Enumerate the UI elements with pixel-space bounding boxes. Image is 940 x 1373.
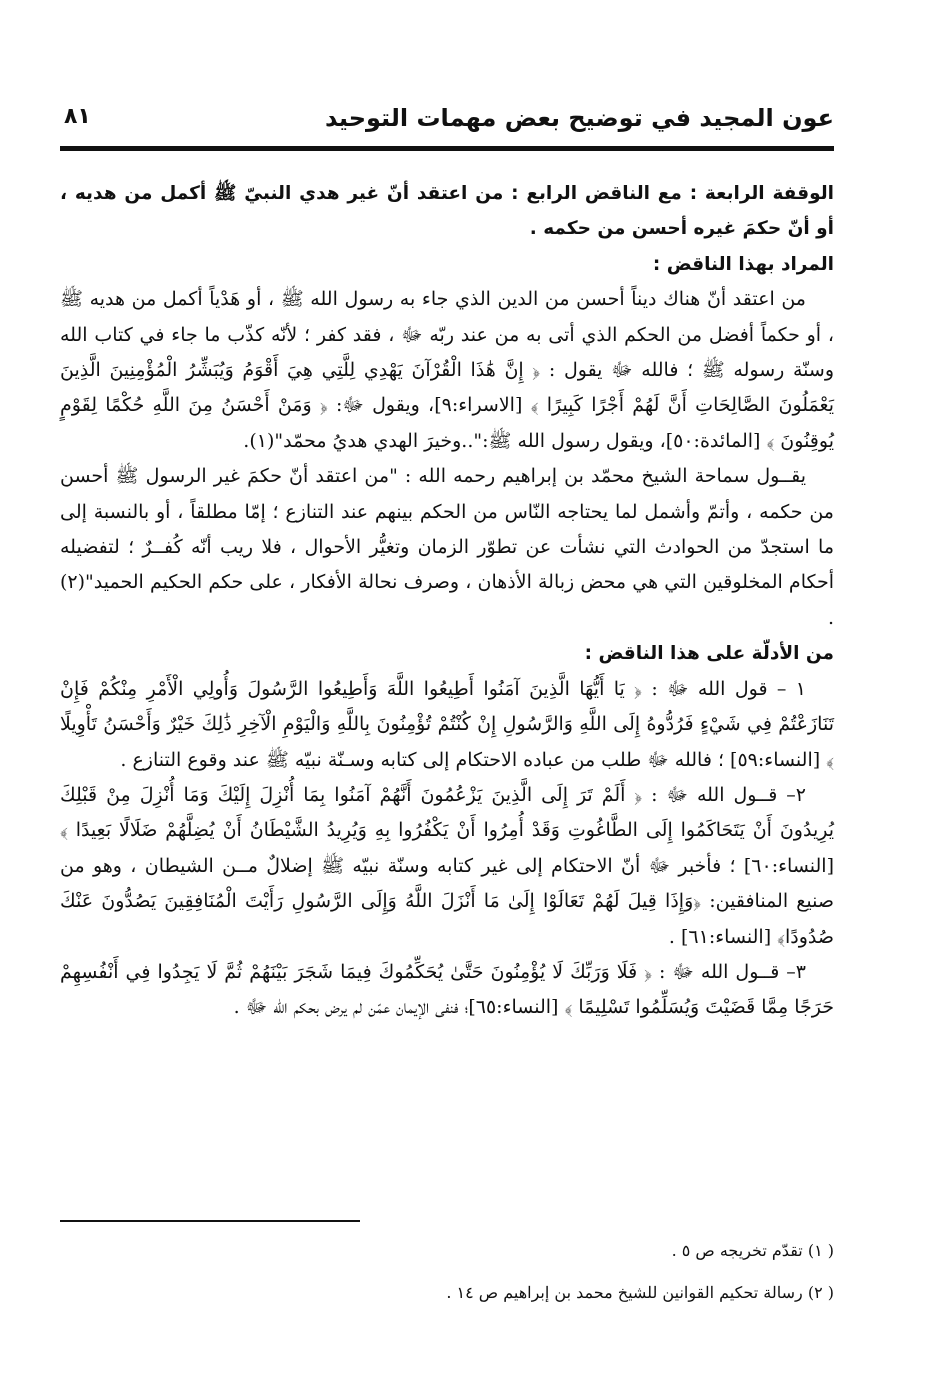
header-rule — [60, 146, 834, 151]
running-title: عون المجيد في توضيح بعض مهمات التوحيد — [325, 104, 834, 132]
evidence-item-3: ٣– قــول الله ﷻ : ﴿ فَلَا وَرَبِّكَ لَا يُؤْمِنُونَ حَتَّىٰ يُحَكِّمُوكَ فِيمَا شَجَرَ بَيْنَهُمْ ثُمَّ لَا يَجِدُوا فِي أَنْفُسِهِمْ حَرَجًا مِمَّا قَضَيْتَ وَيُسَلِّمُوا تَسْلِيمًا ﴾ [النساء:٦٥]؛ فنفى الإيمان عمّن لم يرض بحكم الله ﷻ . — [60, 960, 834, 1019]
paragraph-quote: يقــول سماحة الشيخ محمّد بن إبراهيم رحمه الله : "من اعتقد أنّ حكمَ غير الرسول ﷺ أحسن من حكمه ، وأتمّ وأشمل لما يحتاجه النّاس من الحكم بينهم عند التنازع ؛ إمّا مطلقاً ، أو بالنسبة إلى ما استجدّ من الحوادث التي نشأت عن تطوّر الزمان وتغيُّر الأحوال ، فلا ريب أنّه كُفــرٌ ؛ لتفضيله أحكام المخلوقين التي هي محض زبالة الأذهان ، وصرف نحالة الأفكار ، على حكم الحكيم الحميد"(٢) . — [60, 465, 834, 629]
subheading-evidence: من الأدلّة على هذا الناقض : — [584, 643, 834, 665]
page-header — [60, 98, 834, 138]
footnotes — [60, 1236, 834, 1320]
page-number: ٨١ — [64, 104, 91, 129]
main-text — [60, 176, 834, 1026]
footnote-1: ( ١) تقدّم تخريجه ص ٥ . — [671, 1241, 834, 1260]
evidence-item-1: ١ – قول الله ﷻ : ﴿ يَا أَيُّهَا الَّذِينَ آمَنُوا أَطِيعُوا اللَّهَ وَأَطِيعُوا الرَّسُولَ وَأُولِي الْأَمْرِ مِنْكُمْ فَإِنْ تَنَازَعْتُمْ فِي شَيْءٍ فَرُدُّوهُ إِلَى اللَّهِ وَالرَّسُولِ إِنْ كُنْتُمْ تُؤْمِنُونَ بِاللَّهِ وَالْيَوْمِ الْآخِرِ ذَٰلِكَ خَيْرٌ وَأَحْسَنُ تَأْوِيلًا ﴾ [النساء:٥٩] ؛ فالله ﷻ طلب من عباده الاحتكام إلى كتابه وسـنّة نبيّه ﷺ عند وقوع التنازع . — [60, 677, 834, 771]
book-page — [60, 80, 834, 1320]
footnote-rule — [60, 1220, 360, 1222]
evidence-item-2: ٢– قــول الله ﷻ : ﴿ أَلَمْ تَرَ إِلَى الَّذِينَ يَزْعُمُونَ أَنَّهُمْ آمَنُوا بِمَا أُنْزِلَ إِلَيْكَ وَمَا أُنْزِلَ مِنْ قَبْلِكَ يُرِيدُونَ أَنْ يَتَحَاكَمُوا إِلَى الطَّاغُوتِ وَقَدْ أُمِرُوا أَنْ يَكْفُرُوا بِهِ وَيُرِيدُ الشَّيْطَانُ أَنْ يُضِلَّهُمْ ضَلَالًا بَعِيدًا ﴾ [النساء:٦٠] ؛ فأخبر ﷻ أنّ الاحتكام إلى غير كتابه وسنّة نبيّه ﷺ إضلالٌ مــن الشيطان ، وهو من صنيع المنافقين: ﴿وَإِذَا قِيلَ لَهُمْ تَعَالَوْا إِلَىٰ مَا أَنْزَلَ اللَّهُ وَإِلَى الرَّسُولِ رَأَيْتَ الْمُنَافِقِينَ يَصُدُّونَ عَنْكَ صُدُودًا﴾ [النساء:٦١] . — [60, 783, 834, 948]
subheading-meaning: المراد بهذا الناقض : — [652, 253, 834, 275]
section-heading: الوقفة الرابعة : مع الناقض الرابع : من اعتقد أنّ غير هدي النبيّ ﷺ أكمل من هديه ، أو أنّ حكمَ غيره أحسن من حكمه . — [60, 183, 834, 240]
paragraph-definition: من اعتقد أنّ هناك ديناً أحسن من الدين الذي جاء به رسول الله ﷺ ، أو هَدْياً أكمل من هديه ﷺ ، أو حكماً أفضل من الحكم الذي أتى به من عند ربّه ﷻ ، فقد كفر ؛ لأنّه كذّب ما جاء في كتاب الله وسنّة رسوله ﷺ ؛ فالله ﷻ يقول : ﴿ إِنَّ هَٰذَا الْقُرْآنَ يَهْدِي لِلَّتِي هِيَ أَقْوَمُ وَيُبَشِّرُ الْمُؤْمِنِينَ الَّذِينَ يَعْمَلُونَ الصَّالِحَاتِ أَنَّ لَهُمْ أَجْرًا كَبِيرًا ﴾ [الاسراء:٩]، ويقول ﷻ: ﴿ وَمَنْ أَحْسَنُ مِنَ اللَّهِ حُكْمًا لِقَوْمٍ يُوقِنُونَ ﴾ [المائدة:٥٠]، ويقول رسول الله ﷺ:"..وخيرَ الهدي هديُ محمّد"(١). — [60, 288, 834, 452]
footnote-2: ( ٢) رسالة تحكيم القوانين للشيخ محمد بن إبراهيم ص ١٤ . — [446, 1283, 834, 1302]
